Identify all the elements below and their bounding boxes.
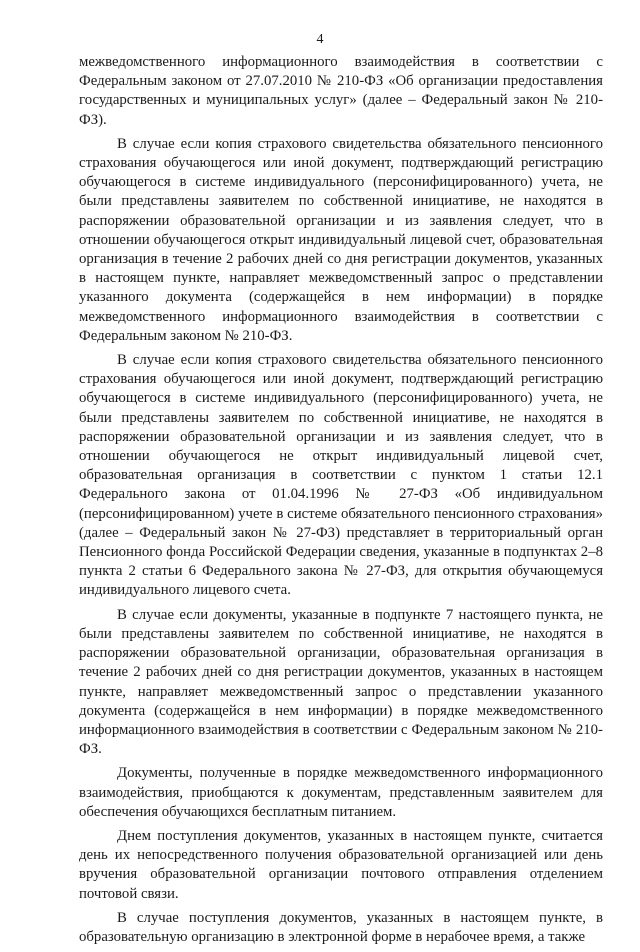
paragraph: Днем поступления документов, указанных в настоящем пункте, считается день их непосредственного получения образовательной организацией или день вручения образовательной организации почтового отправления отделением почтовой связи.: [79, 827, 603, 902]
page-number: 4: [316, 32, 324, 47]
document-body: [79, 53, 603, 952]
paragraph: В случае если документы, указанные в подпункте 7 настоящего пункта, не были представлены заявителем по собственной инициативе, не находятся в распоряжении образовательной организации, образовательная организация в течение 2 рабочих дней со дня регистрации документов, указанных в настоящем пункте, направляет межведомственный запрос о представлении указанного документа (содержащейся в нем информации) в порядке межведомственного информационного взаимодействия в соответствии с Федеральным законом № 210-ФЗ.: [79, 606, 603, 758]
paragraph: В случае если копия страхового свидетельства обязательного пенсионного страхования обучающегося или иной документ, подтверждающий регистрацию обучающегося в системе индивидуального (персонифицированного) учета, не были представлены заявителем по собственной инициативе, не находятся в распоряжении образовательной организации и из заявления следует, что в отношении обучающегося не открыт индивидуальный лицевой счет, образовательная организация в соответствии с пунктом 1 статьи 12.1 Федерального закона от 01.04.1996 № 27-ФЗ «Об индивидуальном (персонифицированном) учете в системе обязательного пенсионного страхования» (далее – Федеральный закон № 27-ФЗ) представляет в территориальный орган Пенсионного фонда Российской Федерации сведения, указанные в подпунктах 2–8 пункта 2 статьи 6 Федерального закона № 27-ФЗ, для открытия обучающемуся индивидуального лицевого счета.: [79, 352, 603, 599]
paragraph-continuation: межведомственного информационного взаимодействия в соответствии с Федеральным законом от 27.07.2010 № 210-ФЗ «Об организации предоставления государственных и муниципальных услуг» (далее – Федеральный закон № 210-ФЗ).: [79, 54, 603, 128]
paragraph: Документы, полученные в порядке межведомственного информационного взаимодействия, приобщаются к документам, представленным заявителем для обеспечения обучающихся бесплатным питанием.: [79, 765, 603, 820]
paragraph: В случае если копия страхового свидетельства обязательного пенсионного страхования обучающегося или иной документ, подтверждающий регистрацию обучающегося в системе индивидуального (персонифицированного) учета, не были представлены заявителем по собственной инициативе, не находятся в распоряжении образовательной организации и из заявления следует, что в отношении обучающегося открыт индивидуальный лицевой счет, образовательная организация в течение 2 рабочих дней со дня регистрации документов, указанных в настоящем пункте, направляет межведомственный запрос о представлении указанного документа (содержащейся в нем информации) в порядке межведомственного информационного взаимодействия в соответствии с Федеральным законом № 210-ФЗ.: [79, 135, 603, 344]
paragraph: В случае поступления документов, указанных в настоящем пункте, в образовательную организацию в электронной форме в нерабочее время, а также: [79, 909, 603, 945]
